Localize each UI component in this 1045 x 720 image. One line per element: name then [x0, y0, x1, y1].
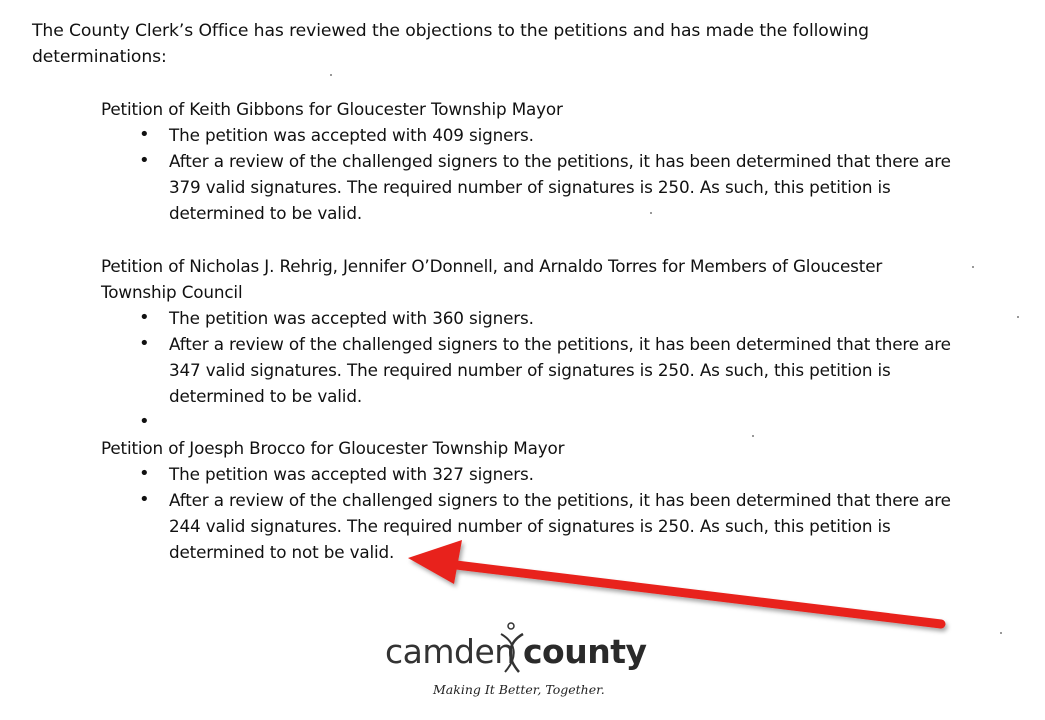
scan-speck: [650, 212, 652, 214]
bullet-item: • After a review of the challenged signers to the petitions, it has been determined that there are 379 valid signatures. The required number of signatures is 250. As such, this petition is determined to be valid.: [101, 148, 979, 226]
logo-county-text: county: [523, 632, 647, 671]
logo-tagline: Making It Better, Together.: [433, 682, 605, 697]
bullet-item: • The petition was accepted with 327 signers.: [101, 461, 979, 487]
bullet-item: • After a review of the challenged signers to the petitions, it has been determined that there are 347 valid signatures. The required number of signatures is 250. As such, this petition is determined to be valid.: [101, 331, 979, 409]
empty-bullet: •: [139, 411, 150, 432]
scan-speck: [1000, 632, 1002, 634]
petition-title: Petition of Keith Gibbons for Gloucester Township Mayor: [101, 99, 563, 119]
scan-speck: [972, 266, 974, 268]
bullet-item: • After a review of the challenged signers to the petitions, it has been determined that there are 244 valid signatures. The required number of signatures is 250. As such, this petition is determined to not be valid.: [101, 487, 979, 565]
petition-title: Petition of Joesph Brocco for Gloucester Township Mayor: [101, 438, 565, 458]
scan-speck: [1017, 316, 1019, 318]
scan-speck: [752, 435, 754, 437]
camden-county-logo: [385, 620, 645, 710]
intro-paragraph: The County Clerk’s Office has reviewed the objections to the petitions and has made the following determinations:: [32, 21, 869, 67]
bullet-item: • The petition was accepted with 360 signers.: [101, 305, 979, 331]
bullet-item: • The petition was accepted with 409 signers.: [101, 122, 979, 148]
logo-camden-text: camden: [385, 632, 515, 671]
scan-speck: [330, 74, 332, 76]
petition-title: Petition of Nicholas J. Rehrig, Jennifer O’Donnell, and Arnaldo Torres for Members of Gloucester Township Council: [101, 256, 883, 302]
